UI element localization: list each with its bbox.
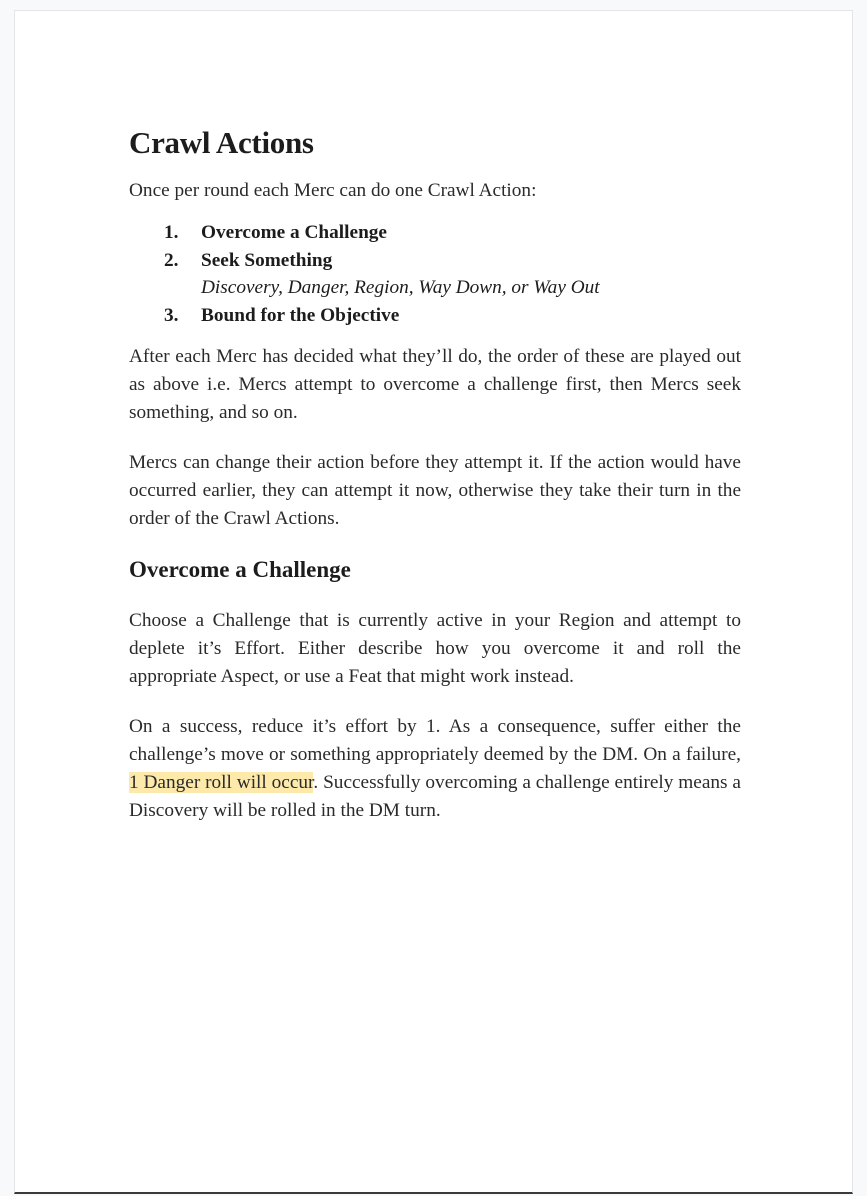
choose-challenge-paragraph: Choose a Challenge that is currently active in your Region and attempt to deplete it’s Effort. Either describe how you overcome it and roll the appropriate Aspect, or use a Feat that might work instead. [129, 610, 741, 687]
success-text-before: On a success, reduce it’s effort by 1. As a consequence, suffer either the challenge’s move or something appropriately deemed by the DM. On a failure, [129, 716, 741, 765]
section-heading: Overcome a Challenge [129, 557, 351, 582]
crawl-actions-list [129, 219, 741, 329]
highlighted-text: 1 Danger roll will occur [129, 772, 314, 793]
list-number: 3. [164, 304, 179, 326]
action-subtitle: Discovery, Danger, Region, Way Down, or Way Out [201, 277, 600, 298]
document-body [129, 123, 741, 825]
list-number: 2. [164, 249, 179, 271]
order-paragraph: After each Merc has decided what they’ll do, the order of these are played out as above i.e. Mercs attempt to overcome a challenge first, then Mercs seek something, and so on. [129, 346, 741, 423]
action-title: Seek Something [201, 249, 333, 271]
success-paragraph [129, 713, 741, 825]
list-item [129, 247, 741, 302]
list-number: 1. [164, 222, 179, 243]
document-page [14, 10, 853, 1194]
action-title: Overcome a Challenge [201, 222, 387, 243]
success-text-after: . Successfully overcoming a challenge entirely means a Discovery will be rolled in the DM turn. [129, 772, 741, 821]
page-title: Crawl Actions [129, 125, 314, 160]
action-title: Bound for the Objective [201, 304, 400, 326]
change-action-paragraph: Mercs can change their action before they attempt it. If the action would have occurred earlier, they can attempt it now, otherwise they take their turn in the order of the Crawl Actions. [129, 452, 741, 529]
list-item [129, 302, 741, 330]
list-item [129, 219, 741, 247]
intro-paragraph: Once per round each Merc can do one Crawl Action: [129, 180, 537, 201]
